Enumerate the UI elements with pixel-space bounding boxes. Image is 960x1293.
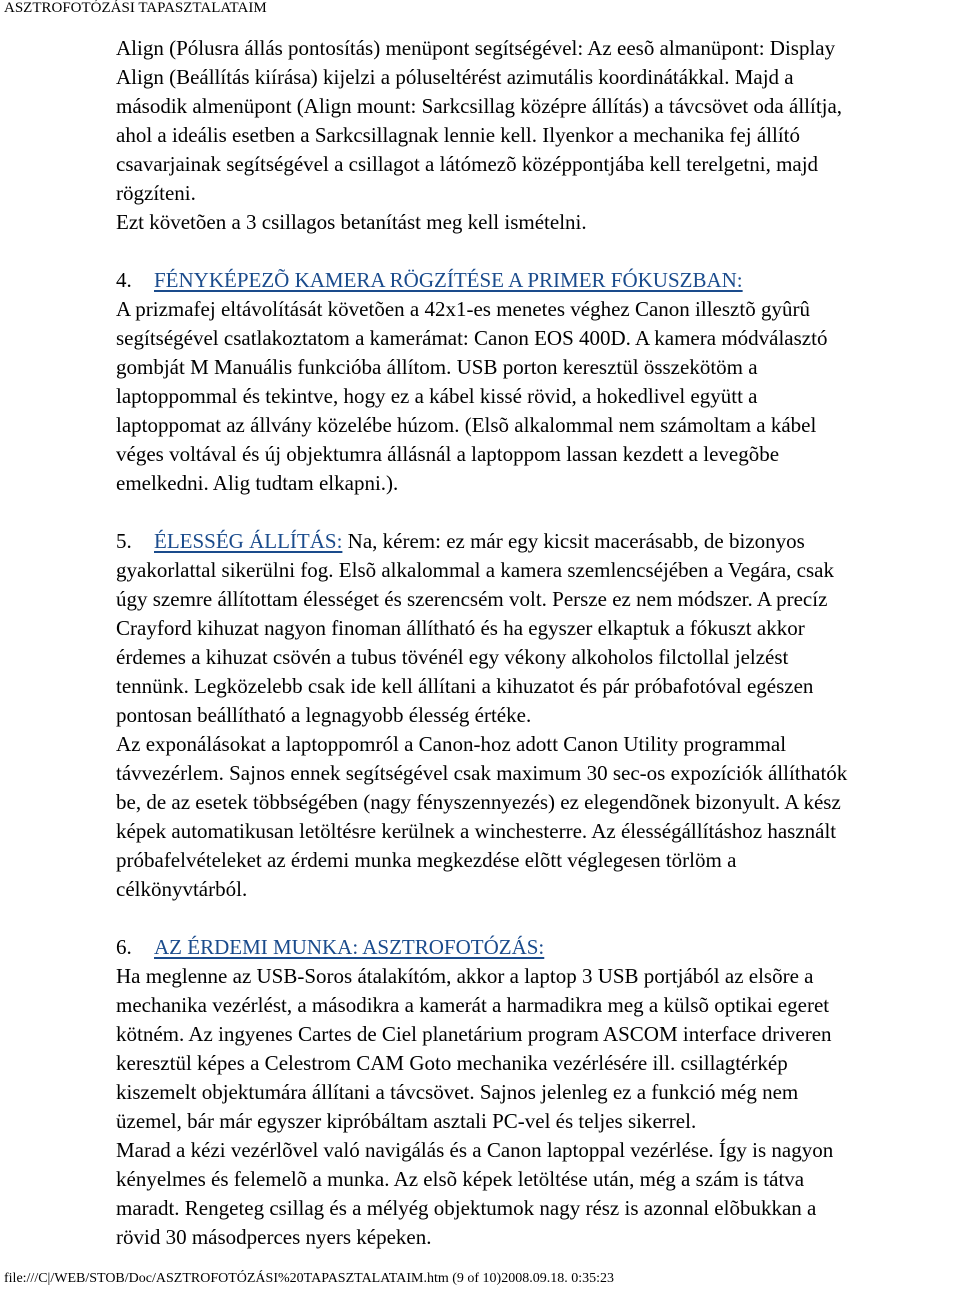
section-5-line: képek automatikusan letöltésre kerülnek a winchesterre. Az élességállításhoz használt <box>116 819 837 843</box>
section-6 <box>116 933 960 1252</box>
intro-paragraph <box>116 34 960 237</box>
section-number: 6. <box>116 935 132 959</box>
section-5-line: pontosan beállítható a legnagyobb élesség értéke. <box>116 703 532 727</box>
section-4-line: A prizmafej eltávolítását követõen a 42x1-es menetes véghez Canon illesztõ gyûrû <box>116 297 810 321</box>
section-4-heading-line <box>116 266 960 295</box>
intro-line: ahol a ideális esetben a Sarkcsillagnak lennie kell. Ilyenkor a mechanika fej állító <box>116 123 800 147</box>
section-5-line: Az exponálásokat a laptoppomról a Canon-hoz adott Canon Utility programmal <box>116 732 787 756</box>
section-5-heading-line <box>116 527 960 556</box>
section-6-line: keresztül képes a Celestrom CAM Goto mechanika vezérlésére ill. csillagtérkép <box>116 1051 788 1075</box>
section-5-line: távvezérlem. Sajnos ennek segítségével csak maximum 30 sec-os expozíciók állíthatók <box>116 761 848 785</box>
section-6-line: Ha meglenne az USB-Soros átalakítóm, akkor a laptop 3 USB portjából az elsõre a <box>116 964 814 988</box>
section-4-line: emelkedni. Alig tudtam elkapni.). <box>116 471 399 495</box>
section-4-line: laptoppomat az állvány közelébe húzom. (Elsõ alkalommal nem számoltam a kábel <box>116 413 817 437</box>
section-6-line: rövid 30 másodperces nyers képeken. <box>116 1225 432 1249</box>
section-number: 4. <box>116 268 132 292</box>
document-body <box>116 34 960 1252</box>
section-5-line: célkönyvtárból. <box>116 877 248 901</box>
section-5-line: próbafelvételeket az érdemi munka megkezdése elõtt véglegesen törlöm a <box>116 848 737 872</box>
section-4-line: véges voltával és új objektumra állásnál a laptoppom lassan kezdett a levegõbe <box>116 442 780 466</box>
section-heading: ÉLESSÉG ÁLLÍTÁS: <box>154 529 343 553</box>
section-4-line: segítségével csatlakoztatom a kamerámat: Canon EOS 400D. A kamera módválasztó <box>116 326 828 350</box>
section-6-line: Marad a kézi vezérlõvel való navigálás és a Canon laptoppal vezérlése. Így is nagyon <box>116 1138 834 1162</box>
section-5-line: tennünk. Legközelebb csak ide kell állítani a kihuzatot és pár próbafotóval egészen <box>116 674 814 698</box>
section-5-line: be, de az esetek többségében (nagy fényszennyezés) ez elegendõnek bizonyult. A kész <box>116 790 841 814</box>
section-6-line: üzemel, bár már egyszer kipróbáltam asztali PC-vel és teljes sikerrel. <box>116 1109 697 1133</box>
section-heading: FÉNYKÉPEZÕ KAMERA RÖGZÍTÉSE A PRIMER FÓKUSZBAN: <box>154 268 743 292</box>
intro-line: Align (Pólusra állás pontosítás) menüpont segítségével: Az eesõ almanüpont: Display <box>116 36 836 60</box>
section-5-line: úgy szemre állítottam élességet és szerencsém volt. Persze ez nem módszer. A precíz <box>116 587 828 611</box>
section-6-heading-line <box>116 933 960 962</box>
section-5-line: gyakorlattal sikerülni fog. Elsõ alkalommal a kamera szemlencséjében a Vegára, csak <box>116 558 834 582</box>
section-4 <box>116 266 960 498</box>
section-4-line: laptoppommal és tekintve, hogy ez a kábel kissé rövid, a hokedlivel együtt a <box>116 384 758 408</box>
section-5-line: Crayford kihuzat nagyon finoman állítható és ha egyszer elkaptuk a fókuszt akkor <box>116 616 805 640</box>
intro-line: csavarjainak segítségével a csillagot a látómezõ középpontjába kell terelgetni, majd <box>116 152 819 176</box>
section-5-line: érdemes a kihuzat csövén a tubus tövénél egy vékony alkoholos filctollal jelzést <box>116 645 789 669</box>
intro-line: Ezt követõen a 3 csillagos betanítást meg kell ismételni. <box>116 210 587 234</box>
section-6-line: kiszemelt objektumára állítani a távcsövet. Sajnos jelenleg ez a funkció még nem <box>116 1080 799 1104</box>
page-footer-url: file:///C|/WEB/STOB/Doc/ASZTROFOTÓZÁSI%20TAPASZTALATAIM.htm (9 of 10)2008.09.18. 0:35:23 <box>4 1271 614 1286</box>
section-6-line: mechanika vezérlést, a másodikra a kamerát a harmadikra meg a külsõ optikai egeret <box>116 993 830 1017</box>
section-heading: AZ ÉRDEMI MUNKA: ASZTROFOTÓZÁS: <box>154 935 545 959</box>
section-5 <box>116 527 960 904</box>
intro-line: rögzíteni. <box>116 181 196 205</box>
intro-line: második almenüpont (Align mount: Sarkcsillag középre állítás) a távcsövet oda állítja, <box>116 94 843 118</box>
section-6-line: maradt. Rengeteg csillag és a mélyég objektumok nagy rész is azonnal elõbukkan a <box>116 1196 817 1220</box>
page-header-title: ASZTROFOTÓZÁSI TAPASZTALATAIM <box>4 0 267 16</box>
section-6-line: kényelmes és felemelõ a munka. Az elsõ képek letöltése után, még a szám is tátva <box>116 1167 805 1191</box>
section-number: 5. <box>116 529 132 553</box>
section-6-line: kötném. Az ingyenes Cartes de Ciel planetárium program ASCOM interface driveren <box>116 1022 832 1046</box>
intro-line: Align (Beállítás kiírása) kijelzi a póluseltérést azimutális koordinátákkal. Majd a <box>116 65 794 89</box>
section-4-line: gombját M Manuális funkcióba állítom. USB porton keresztül összekötöm a <box>116 355 758 379</box>
section-5-first-line-text: Na, kérem: ez már egy kicsit macerásabb, de bizonyos <box>342 529 805 553</box>
